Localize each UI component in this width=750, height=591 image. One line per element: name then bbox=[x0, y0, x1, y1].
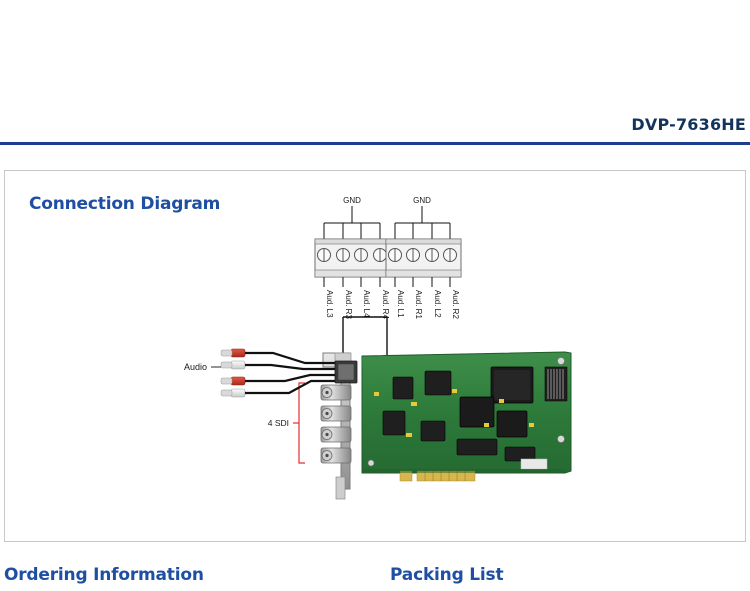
bnc-connector-3 bbox=[321, 427, 351, 442]
gnd-wiring-right bbox=[395, 206, 450, 241]
rca-connector-pair-2 bbox=[221, 375, 335, 397]
terminal-right-label-1: Aud. R1 bbox=[414, 290, 423, 319]
terminal-left-label-2: Aud. L4 bbox=[362, 290, 371, 318]
page-title: DVP-7636HE bbox=[631, 115, 746, 134]
chip-small-1 bbox=[425, 371, 451, 395]
packing-list-heading: Packing List bbox=[390, 565, 504, 585]
gnd-wiring-left bbox=[324, 206, 380, 241]
terminal-right-label-0: Aud. L1 bbox=[396, 290, 405, 318]
terminal-left-label-1: Aud. R3 bbox=[344, 290, 353, 319]
audio-label: Audio bbox=[183, 362, 207, 372]
audio-connector-block bbox=[335, 361, 357, 383]
connection-diagram-figure bbox=[5, 171, 747, 543]
chip-small-5 bbox=[457, 439, 497, 455]
ordering-information-heading: Ordering Information bbox=[4, 565, 204, 585]
terminal-left-label-3: Aud. R4 bbox=[381, 290, 390, 319]
header-divider bbox=[0, 142, 750, 145]
audio-cable-group bbox=[184, 349, 335, 397]
terminal-block-left bbox=[315, 239, 390, 287]
chip-small-2 bbox=[393, 377, 413, 399]
pcie-capture-card bbox=[362, 352, 571, 481]
sdi-bracket-marker bbox=[293, 383, 305, 463]
chip-third bbox=[497, 411, 527, 437]
rca-connector-pair-1 bbox=[221, 349, 335, 369]
chip-secondary bbox=[460, 397, 494, 427]
gnd-label-right: GND bbox=[413, 196, 431, 205]
bnc-connector-1 bbox=[321, 385, 351, 400]
sdi-label: 4 SDI bbox=[267, 418, 289, 428]
gnd-label-left: GND bbox=[343, 196, 361, 205]
terminal-right-label-2: Aud. L2 bbox=[433, 290, 442, 318]
terminal-left-label-0: Aud. L3 bbox=[325, 290, 334, 318]
chip-small-3 bbox=[383, 411, 405, 435]
connection-diagram-heading: Connection Diagram bbox=[29, 194, 221, 214]
page-header bbox=[0, 115, 750, 145]
connection-diagram-panel bbox=[4, 170, 746, 542]
terminal-block-right bbox=[386, 239, 461, 287]
bnc-connector-2 bbox=[321, 406, 351, 421]
terminal-right-label-3: Aud. R2 bbox=[451, 290, 460, 319]
bnc-connector-4 bbox=[321, 448, 351, 463]
chip-small-4 bbox=[421, 421, 445, 441]
